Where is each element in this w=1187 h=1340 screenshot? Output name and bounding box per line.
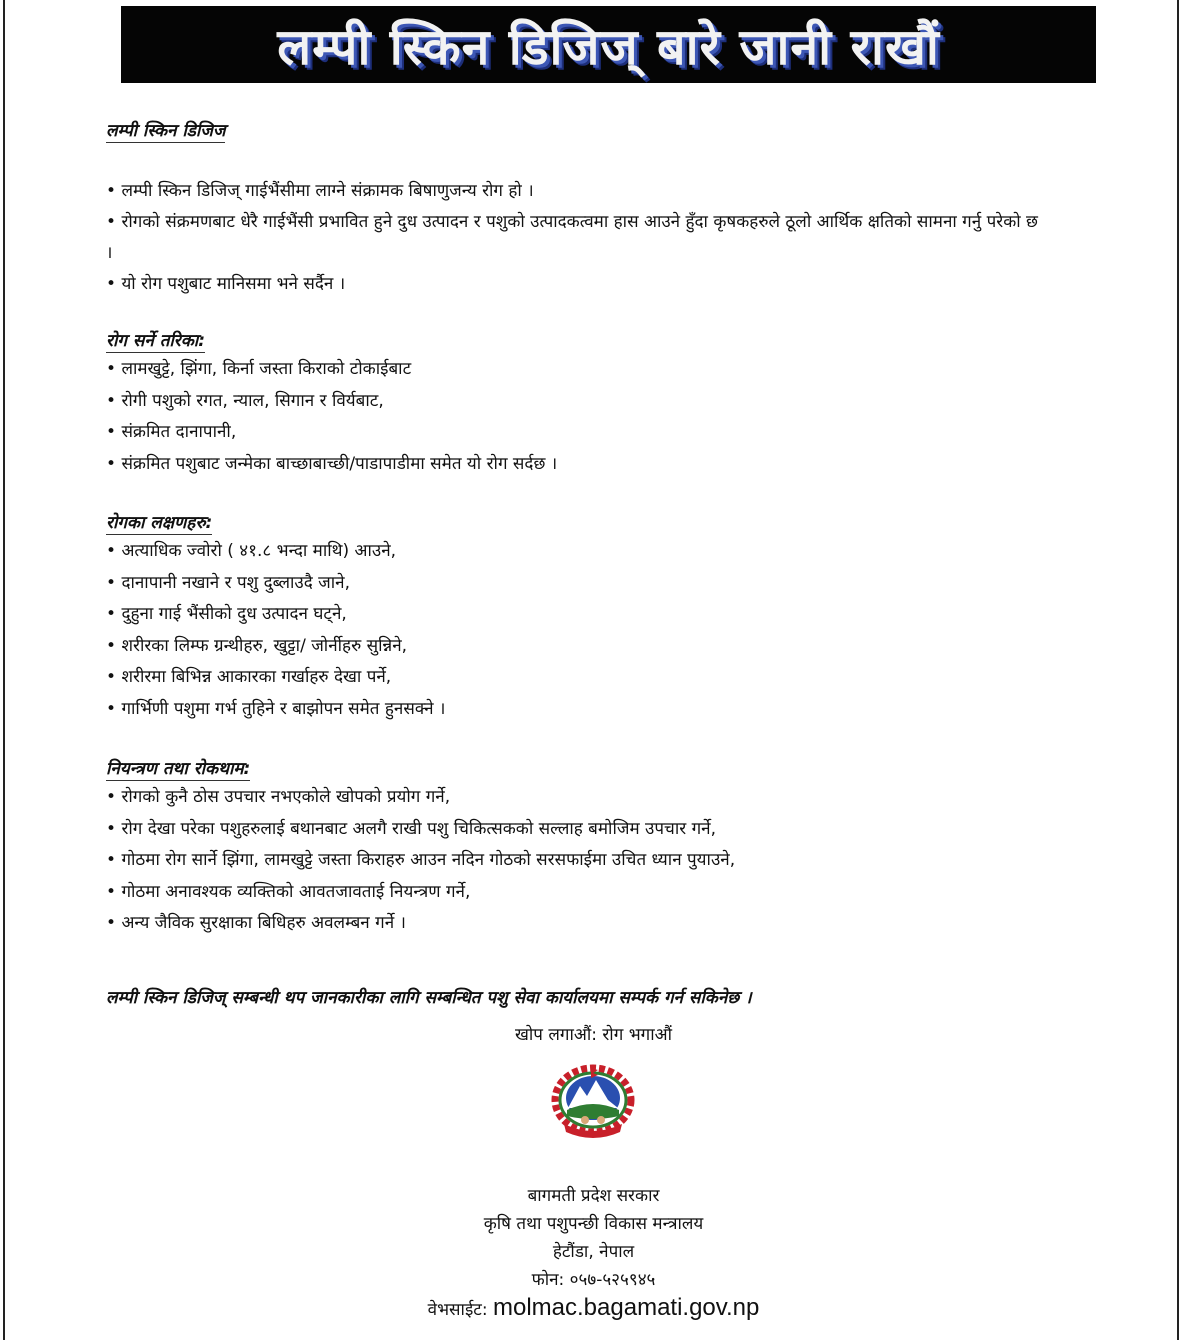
title-banner bbox=[121, 6, 1096, 83]
section-heading-about: लम्पी स्किन डिजिज bbox=[106, 118, 225, 143]
list-item: • लम्पी स्किन डिजिज् गाईभैंसीमा लाग्ने संक्रामक बिषाणुजन्य रोग हो । bbox=[106, 176, 1046, 207]
transmission-list bbox=[106, 354, 557, 480]
footer-phone: फोन: ०५७-५२५९४५ bbox=[531, 1270, 656, 1290]
footer-ministry: कृषि तथा पशुपन्छी विकास मन्त्रालय bbox=[483, 1214, 704, 1234]
closing-note: लम्पी स्किन डिजिज् सम्बन्धी थप जानकारीका लागि सम्बन्धित पशु सेवा कार्यालयमा सम्पर्क गर्न सकिनेछ । bbox=[106, 988, 752, 1008]
list-item: • शरीरका लिम्फ ग्रन्थीहरु, खुट्टा/ जोर्नीहरु सुन्निने, bbox=[106, 631, 445, 663]
list-item: • दुहुना गाई भैंसीको दुध उत्पादन घट्ने, bbox=[106, 599, 445, 631]
list-item: • संक्रमित पशुबाट जन्मेका बाच्छाबाच्छी/पाडापाडीमा समेत यो रोग सर्दछ । bbox=[106, 449, 557, 481]
list-item: • गोठमा रोग सार्ने झिंगा, लामखुट्टे जस्ता किराहरु आउन नदिन गोठको सरसफाईमा उचित ध्यान पुयाउने, bbox=[106, 845, 735, 877]
list-item: • शरीरमा बिभिन्न आकारका गर्खाहरु देखा पर्ने, bbox=[106, 662, 445, 694]
control-list bbox=[106, 782, 735, 940]
section-heading-symptoms: रोगका लक्षणहरु: bbox=[106, 510, 212, 535]
footer bbox=[0, 1182, 1187, 1324]
section-heading-transmission: रोग सर्ने तरिका: bbox=[106, 328, 205, 353]
page-border-left bbox=[3, 0, 5, 1340]
list-item: • गोठमा अनावश्यक व्यक्तिको आवतजावताई नियन्त्रण गर्ने, bbox=[106, 877, 735, 909]
nepal-government-emblem-icon bbox=[550, 1062, 636, 1142]
footer-government: बागमती प्रदेश सरकार bbox=[527, 1186, 660, 1206]
list-item: • दानापानी नखाने र पशु दुब्लाउदै जाने, bbox=[106, 568, 445, 600]
list-item: • अन्य जैविक सुरक्षाका बिधिहरु अवलम्बन गर्ने । bbox=[106, 908, 735, 940]
about-list bbox=[106, 176, 1046, 300]
list-item: • यो रोग पशुबाट मानिसमा भने सर्दैन । bbox=[106, 269, 1046, 300]
footer-location: हेटौंडा, नेपाल bbox=[552, 1242, 635, 1262]
website-label: वेभसाईट: bbox=[427, 1300, 488, 1320]
banner-title: लम्पी स्किन डिजिज् बारे जानी राखौं bbox=[277, 17, 940, 76]
list-item: • रोगी पशुको रगत, न्याल, सिगान र विर्यबाट, bbox=[106, 386, 557, 418]
list-item: • रोगको संक्रमणबाट धेरै गाईभैंसी प्रभावित हुने दुध उत्पादन र पशुको उत्पादकत्वमा हास आउने हुँदा कृषकहरुले ठूलो आर्थिक क्षतिको सामना गर्नु परेको छ । bbox=[106, 207, 1046, 269]
symptoms-list bbox=[106, 536, 445, 725]
page-border-right bbox=[1177, 0, 1179, 1340]
list-item: • लामखुट्टे, झिंगा, किर्ना जस्ता किराको टोकाईबाट bbox=[106, 354, 557, 386]
list-item: • अत्याधिक ज्वोरो ( ४१.८ भन्दा माथि) आउने, bbox=[106, 536, 445, 568]
slogan: खोप लगाऔं: रोग भगाऔं bbox=[514, 1025, 672, 1045]
list-item: • रोगको कुनै ठोस उपचार नभएकोले खोपको प्रयोग गर्ने, bbox=[106, 782, 735, 814]
section-heading-control: नियन्त्रण तथा रोकथाम: bbox=[106, 756, 250, 781]
footer-website-line bbox=[0, 1294, 1187, 1324]
list-item: • गार्भिणी पशुमा गर्भ तुहिने र बाझोपन समेत हुनसक्ने । bbox=[106, 694, 445, 726]
website-link[interactable]: molmac.bagamati.gov.np bbox=[493, 1294, 760, 1321]
list-item: • रोग देखा परेका पशुहरुलाई बथानबाट अलगै राखी पशु चिकित्सकको सल्लाह बमोजिम उपचार गर्ने, bbox=[106, 814, 735, 846]
list-item: • संक्रमित दानापानी, bbox=[106, 417, 557, 449]
